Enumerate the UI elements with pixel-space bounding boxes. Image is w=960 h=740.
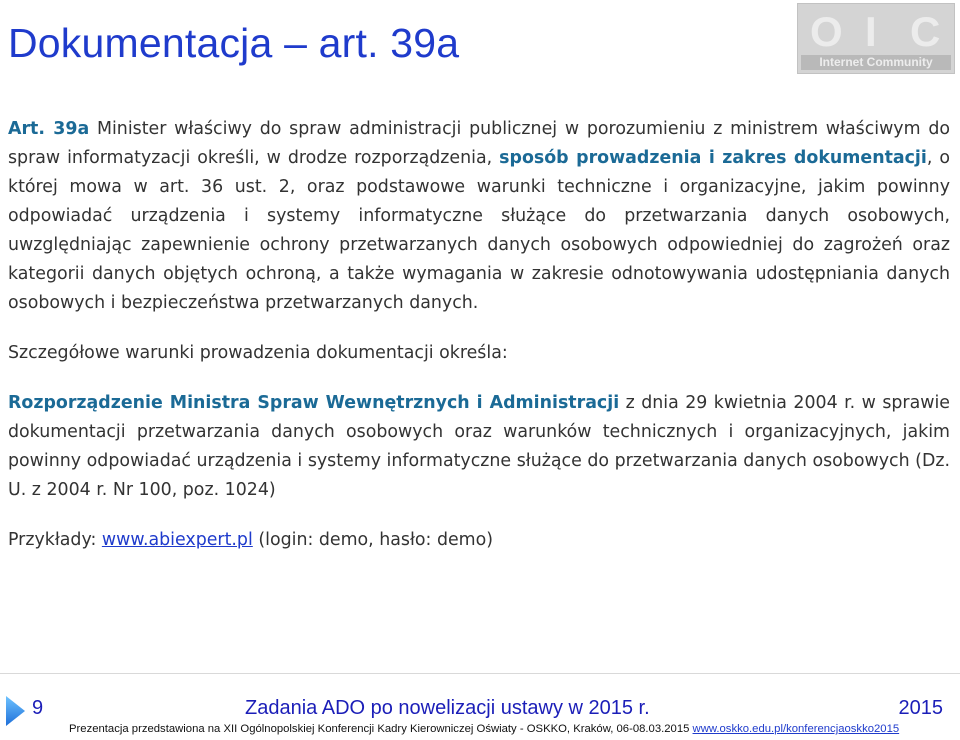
details-intro: Szczegółowe warunki prowadzenia dokumentacji określa: bbox=[8, 343, 508, 363]
abiexpert-link[interactable]: www.abiexpert.pl bbox=[101, 530, 253, 550]
logo-letter-i: I bbox=[865, 8, 877, 55]
examples-label: Przykłady: bbox=[8, 530, 102, 550]
examples-suffix: (login: demo, hasło: demo) bbox=[252, 530, 494, 550]
oic-logo bbox=[797, 3, 955, 74]
article-label: Art. 39a bbox=[8, 119, 90, 139]
footer-title: Zadania ADO po nowelizacji ustawy w 2015 r. bbox=[245, 697, 650, 719]
slide-content bbox=[8, 115, 950, 555]
logo-letters bbox=[798, 10, 954, 54]
article-paragraph bbox=[8, 115, 950, 318]
article-highlight: sposób prowadzenia i zakres dokumentacji bbox=[499, 148, 927, 168]
logo-letter-o: O bbox=[810, 8, 843, 55]
footer-note bbox=[69, 723, 899, 735]
slide-title: Dokumentacja – art. 39a bbox=[8, 20, 460, 66]
examples-paragraph bbox=[8, 526, 950, 555]
logo-tagline: Internet Community bbox=[801, 55, 951, 70]
oskko-link[interactable]: www.oskko.edu.pl/konferencjaoskko2015 bbox=[692, 723, 900, 735]
footer-year: 2015 bbox=[898, 697, 943, 719]
logo-letter-c: C bbox=[910, 8, 941, 55]
arrow-right-icon bbox=[5, 694, 27, 728]
article-text-b: , o której mowa w art. 36 ust. 2, oraz podstawowe warunki techniczne i organizacyjne, jakim powinny odpowiadać urządzenia i systemy informatyczne służące do przetwarzania danych osobowych, uwzględniając zapewnienie ochrony przetwarzanych danych osobowych odpowiedniej do zagrożeń oraz kategorii danych objętych ochroną, a także wymagania w zakresie odnotowywania udostępniania danych osobowych i bezpieczeństwa przetwarzanych danych. bbox=[8, 148, 950, 313]
page-number: 9 bbox=[32, 697, 44, 719]
footer-divider bbox=[0, 673, 960, 674]
regulation-text: z dnia 29 kwietnia 2004 r. w sprawie dokumentacji przetwarzania danych osobowych oraz warunków technicznych i organizacyjnych, jakim powinny odpowiadać urządzenia i systemy informatyczne służące do przetwarzania danych osobowych (Dz. U. z 2004 r. Nr 100, poz. 1024) bbox=[8, 393, 950, 500]
article-text-a: Minister właściwy do spraw administracji publicznej w porozumieniu z ministrem właściwym do spraw informatyzacji określi, w drodze rozporządzenia, bbox=[8, 119, 950, 168]
regulation-paragraph bbox=[8, 389, 950, 505]
footer-note-text: Prezentacja przedstawiona na XII Ogólnopolskiej Konferencji Kadry Kierowniczej Oświaty - OSKKO, Kraków, 06-08.03.2015 bbox=[69, 723, 693, 735]
regulation-name: Rozporządzenie Ministra Spraw Wewnętrznych i Administracji bbox=[8, 393, 620, 413]
